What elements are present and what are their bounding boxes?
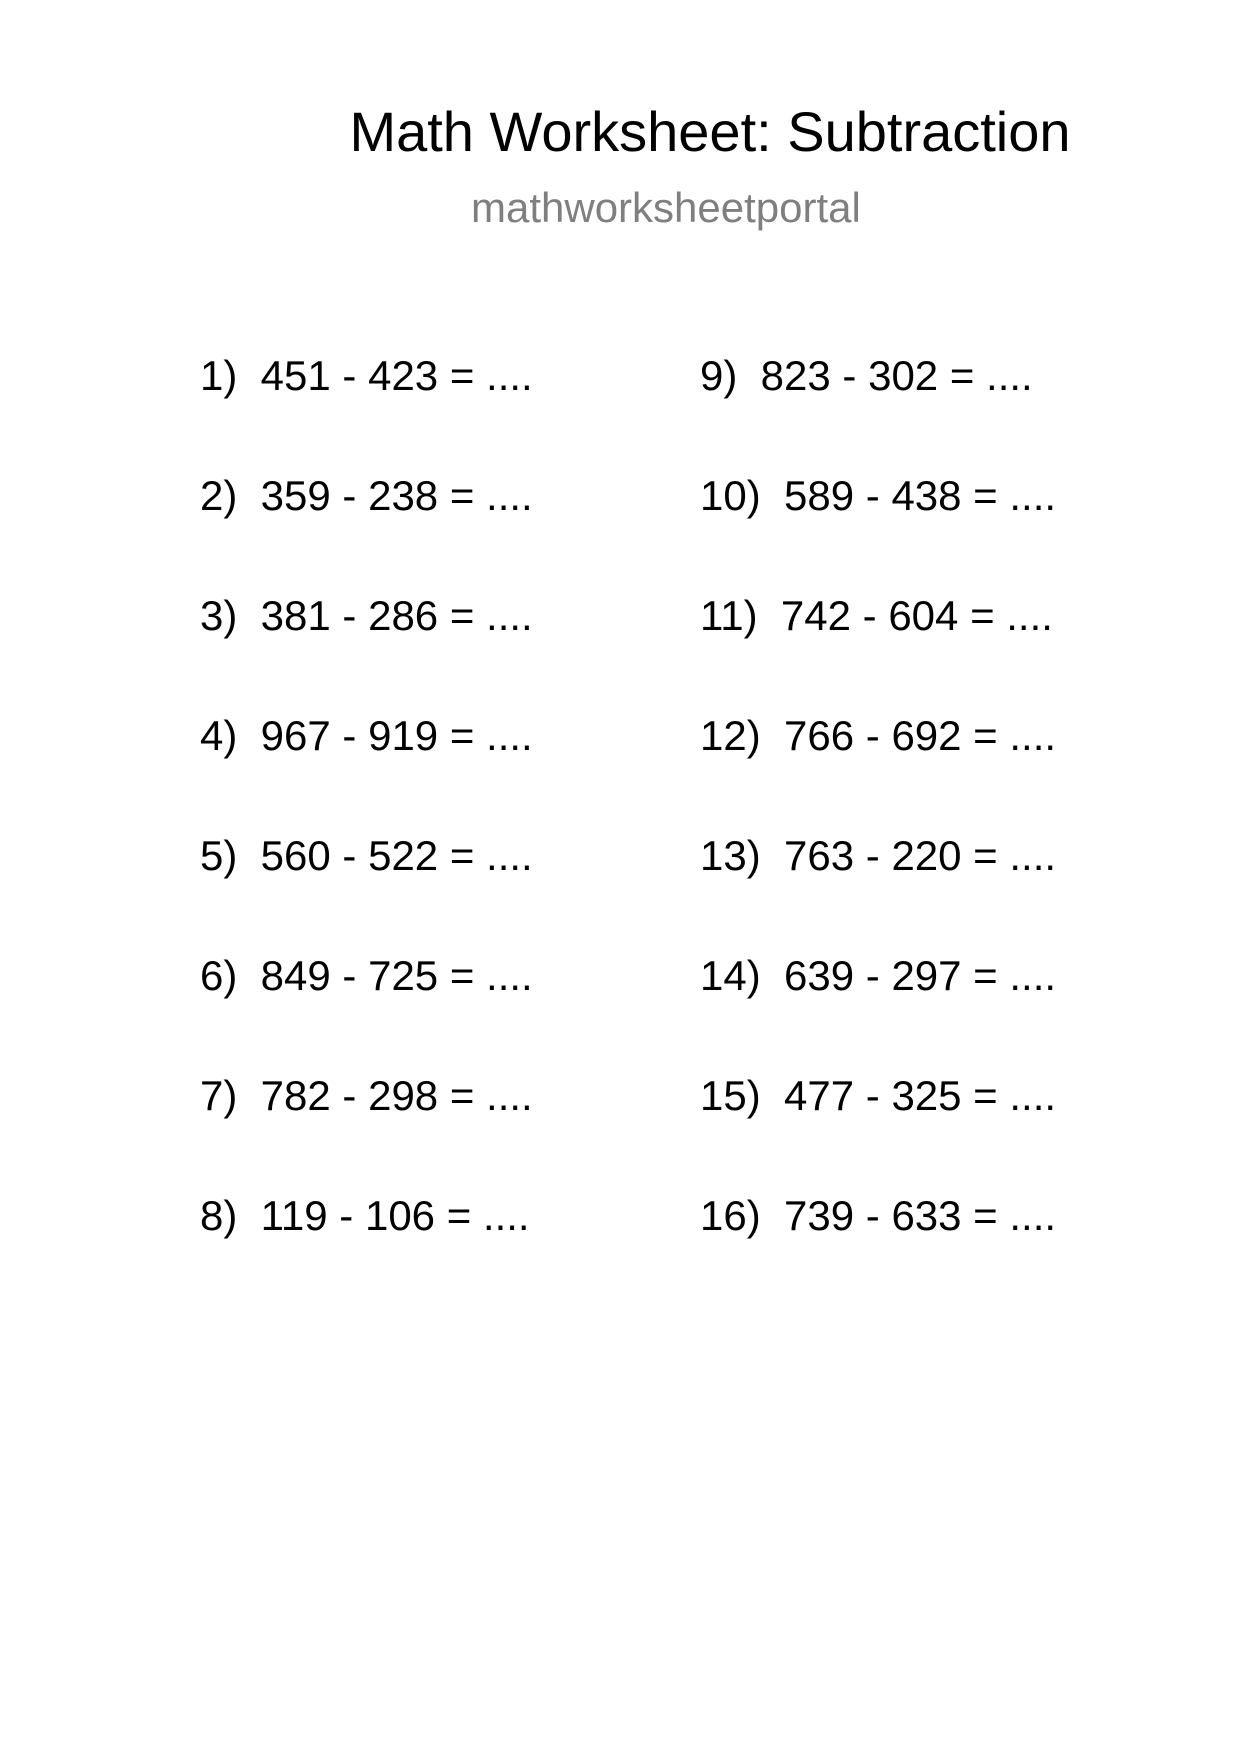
problem-5: 5) 560 - 522 = .... (200, 832, 533, 879)
problem-6: 6) 849 - 725 = .... (200, 952, 533, 999)
problem-3: 3) 381 - 286 = .... (200, 592, 533, 639)
problem-8: 8) 119 - 106 = .... (200, 1192, 530, 1239)
problem-13: 13) 763 - 220 = .... (700, 832, 1057, 879)
page-subtitle: mathworksheetportal (471, 184, 861, 231)
problem-15: 15) 477 - 325 = .... (700, 1072, 1057, 1119)
problem-2: 2) 359 - 238 = .... (200, 472, 533, 519)
problem-9: 9) 823 - 302 = .... (700, 352, 1033, 399)
problem-1: 1) 451 - 423 = .... (200, 352, 533, 399)
problem-16: 16) 739 - 633 = .... (700, 1192, 1057, 1239)
problem-12: 12) 766 - 692 = .... (700, 712, 1057, 759)
problem-14: 14) 639 - 297 = .... (700, 952, 1057, 999)
problem-7: 7) 782 - 298 = .... (200, 1072, 533, 1119)
problem-4: 4) 967 - 919 = .... (200, 712, 533, 759)
problem-11: 11) 742 - 604 = .... (700, 592, 1053, 639)
problem-10: 10) 589 - 438 = .... (700, 472, 1057, 519)
page-title: Math Worksheet: Subtraction (349, 100, 1071, 163)
